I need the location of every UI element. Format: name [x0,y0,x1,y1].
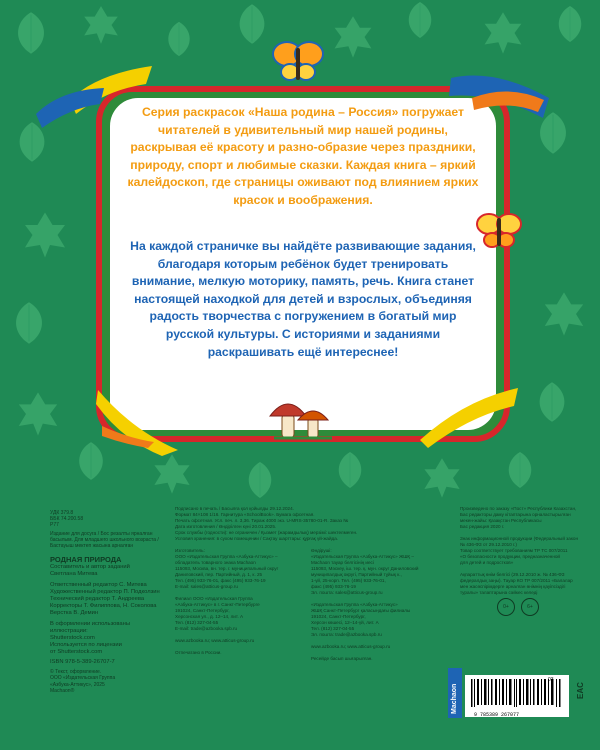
maple-leaf-icon [154,454,189,494]
age-note: Издание для досуга / Бос резалты ярналған басылым. Для младшего школьного возраста / Бастауыш мектеп жасына арналған [50,530,159,550]
info-line: Отпечатано в России. [175,650,222,655]
maple-leaf-icon [19,392,57,435]
eac-mark: EAC [575,682,585,699]
copyright-line: «Азбука-Аттикус», 2025 [50,681,105,688]
credit-line: Технический редактор Т. Андреева [50,596,145,603]
info-line: 115093, Москва, вн. тер. г. муниципальный округ [175,566,279,571]
p-code: Р77 [50,522,59,529]
format-info: Формат 84×108 1/16. Гарнитура «SchoolBook». Бумага офсетная. [175,512,315,517]
copyright-line: ООО «Издательская Группа [50,675,116,682]
info-line: факс (495) 933-76-19 [311,584,356,589]
storage-conditions: Условия хранения: в сухом помещении / Сақтау шарттары: құрғақ үй-жайда. [175,536,339,541]
info-line: Бас редакция 2020 г. [460,524,505,529]
leaf-icon [249,462,272,498]
age-mark-6: 6+ [521,598,539,616]
yellow-paint-stroke-icon [414,380,524,450]
imprint-left [50,510,160,694]
leaf-icon [16,302,42,343]
credit-line: Верстка В. Демин [50,610,99,617]
imprint-right [460,506,580,596]
print-info: Печать офсетная. Усл. печ. л. 3,36. Тираж 4000 экз. U-MRS-35780-01-R. Заказ № [175,518,349,523]
info-line: E-mail: trade@azbooka.spb.ru [175,626,238,631]
leaf-icon [18,12,44,53]
info-line: Товар соответствует требованиям ТР ТС 007/2011 [460,548,568,553]
info-line: федералдық заңы). Тауар КО ТР 007/2011 «Балалар [460,578,573,583]
info-line: «Издательская Группа «Азбука-Аттикус» [311,602,398,607]
info-line: Machaon тауар белгісінің иесі [311,560,374,565]
info-line: Бас редакторы даму кітаптарына орналастырылған [460,512,571,517]
compiler-name: Светлана Митева [50,571,98,578]
manufacturer-ru [175,548,299,662]
info-line: www.azbooka.ru; www.atticus-group.ru [175,638,255,643]
info-line: Тел. (495) 933-76-01, факс (495) 933-76-19 [175,578,266,583]
blue-paint-stroke-icon [30,84,110,134]
age-marks [497,598,539,616]
info-line: 115093, Мәскеу, іш. тер. қ. мун. округ Даниловский [311,566,419,571]
book-title: РОДНАЯ ПРИРОДА [50,555,122,565]
info-line: 191024, Санкт-Петербург, [175,608,230,613]
leaf-icon [559,6,582,42]
info-line: Ақпараттық өнім белгісі (29.12.2010 ж. № 436-ФЗ [460,572,565,577]
leaf-icon [240,4,265,44]
compliance-info [460,506,580,596]
bbk-code: ББК 74.200.58 [50,516,84,523]
info-line: Знак информационной продукции (Федеральный закон [460,536,578,541]
leaf-icon [168,22,189,56]
publisher-logo: Machaon [448,668,462,718]
info-line: 1-үй, 25-корп. Тел. (495) 933-76-01, [311,578,386,583]
copyright-line: © Текст, оформление. [50,669,102,676]
info-line: ООО «Издательская Группа «Азбука-Аттикус» – [175,554,278,559]
manufacturer-label: Изготовитель: [175,548,205,553]
orange-paint-stroke-icon [98,420,158,450]
maple-leaf-icon [84,6,118,44]
book-description-text: На каждой страничке вы найдёте развивающие задания, благодаря которым ребёнок будет тренировать внимание, мелкую моторику, память, речь. Книга станет настоящей находкой для детей и взрослых, объединяя радость творчества с погружением в богатый мир русской культуры. С историями и заданиями раскрашивать ещё интереснее! [130,239,476,359]
info-line: Тел. (812) 327-04-55 [311,626,355,631]
barcode-number: 9 785389 267077 [474,712,520,718]
manufacturer-lines [175,554,299,656]
info-line: муниципалдық округі, Партийный тұйық к., [311,572,402,577]
credit-line: Корректоры Т. Филиппова, Н. Соколова [50,603,157,610]
isbn: ISBN 978-5-389-26707-7 [50,659,115,666]
info-line: «Издательская Группа «Азбука-Аттикус» ЖШҚ – [311,554,414,559]
credit-line: Художественный редактор П. Подколзин [50,589,160,596]
issue-number: 03 [548,677,554,683]
leaf-icon [409,2,432,38]
illustrations-source: Shutterstock.com [50,635,95,642]
license-label: Используется по лицензии [50,642,122,649]
copyright [50,669,160,694]
info-line: 191024, Санкт-Петербург, [311,614,366,619]
info-line: для детей и подростков» [460,560,514,565]
maple-leaf-icon [25,213,65,258]
manufacturer-kz [311,548,435,662]
info-line: Херсонская ул., д. 12–14, лит. А [175,614,244,619]
info-line: туралы» талаптарына сәйкес келеді [460,590,538,595]
info-line: «Азбука-Аттикус» в г. Санкт-Петербурге [175,602,260,607]
maple-leaf-icon [485,12,522,53]
info-line: № 436-ФЗ от 29.12.2010 г.) [460,542,517,547]
mushroom-icon [268,388,338,444]
series-intro-text: Серия раскрасок «Наша родина – Россия» погружает читателей в удивительный мир нашей родины, раскрывая её красоту и разно-образие через праздники, природу, спорт и любимые сказки. Каждая книга – яркий калейдоскоп, где страницы оживают под влиянием ярких красок и воображения. [127,105,479,207]
butterfly-icon [270,34,326,90]
orange-paint-stroke-icon [468,80,548,120]
compiler-label: Составитель и автор заданий [50,564,130,571]
info-line: ЖШҚ Санкт-Петербург қаласындағы филиалы [311,608,411,613]
leaf-icon [509,452,532,488]
leaf-icon [339,452,362,488]
age-mark-0: 0+ [497,598,515,616]
info-line: Эл. пошта: sales@atticus-group.ru [311,590,383,595]
imprint-center [175,506,435,662]
info-line: Ресейде басып шығарылған. [311,656,373,661]
maple-leaf-icon [424,458,459,498]
copyright-line: Machaon® [50,687,75,694]
info-line: Филиал ООО «Издательская Группа [175,596,253,601]
shelf-life: Срок службы (годности): не ограничен / Қызмет (жарамдылық) мерзімі: шектелмеген. [175,530,358,535]
manufacturer-kz-lines [311,554,435,662]
manufacturer-kz-label: Өндіруші: [311,548,332,553]
signed-date: Подписано в печать / Басылға қол қойылды 29.12.2024. [175,506,294,511]
made-date: Дата изготовления / Өндірілген күні 20.01.2025. [175,524,277,529]
maple-leaf-icon [335,16,372,57]
udk-code: УДК 379.8 [50,510,74,516]
info-line: мекен-жайы: Қазақстан Республикасы [460,518,542,523]
illustrations-label: В оформлении использованы иллюстрации: [50,621,130,635]
credit-line: Ответственный редактор С. Митева [50,582,147,589]
butterfly-icon [474,208,524,256]
info-line: Даниловский, пер. Партийный, д. 1, к. 25 [175,572,263,577]
info-line: мен жасөспірімдерге арналған өнімнің қауіпсіздігі [460,584,566,589]
credits-list [50,582,160,617]
info-line: Херсон көшесі, 12–14-үй, лит. А [311,620,379,625]
license-source: от Shutterstock.com [50,649,103,656]
leaf-icon [540,382,565,422]
info-line: «О безопасности продукции, предназначенной [460,554,560,559]
info-line: Тел. (812) 327-04-55 [175,620,219,625]
info-line: Произведено по заказу «Пост» Республики Казахстан, [460,506,577,511]
info-line: Эл. пошта: trade@azbooka.spb.ru [311,632,382,637]
info-line: обладатель товарного знака Machaon [175,560,256,565]
info-line: www.azbooka.ru; www.atticus-group.ru [311,644,391,649]
info-line: E-mail: sales@atticus-group.ru [175,584,238,589]
maple-leaf-icon [545,292,583,335]
